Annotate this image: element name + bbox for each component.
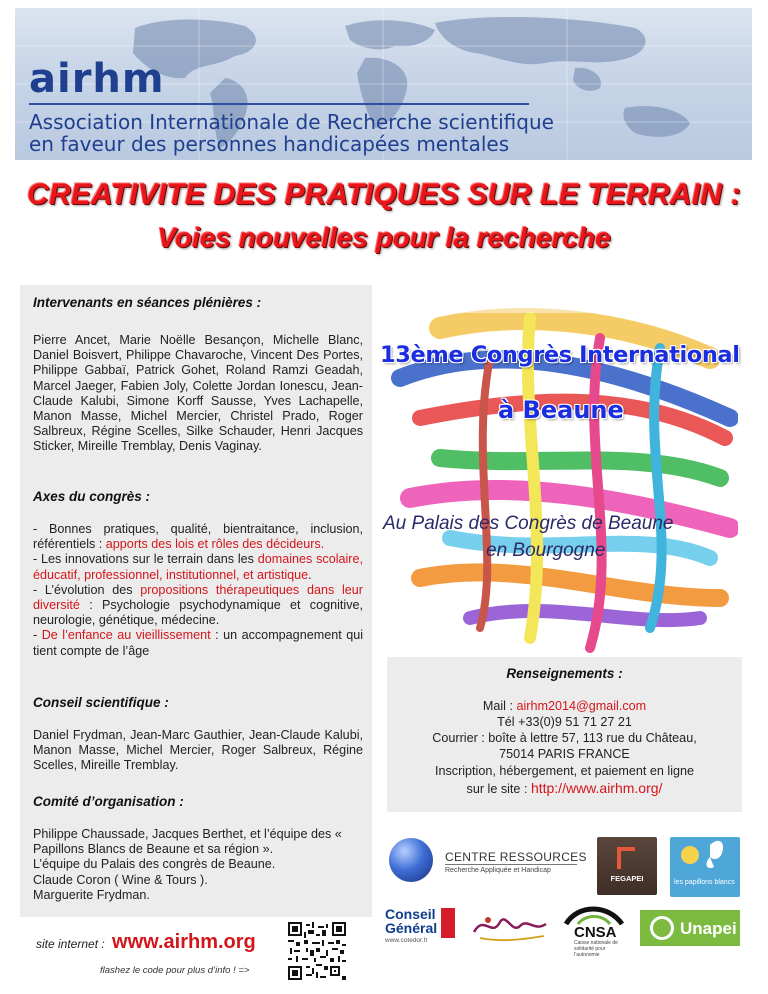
- conseil-general-word2: Général: [385, 920, 438, 936]
- venue-line1: Au Palais des Congrès de Beaune: [383, 513, 674, 534]
- cnsa-logo: [558, 904, 630, 958]
- fegapei-logo: [597, 837, 657, 895]
- centre-ressources-rule: [445, 864, 577, 865]
- cnsa-name: CNSA: [574, 924, 617, 941]
- site-line: [387, 780, 742, 796]
- axes-text: [33, 522, 363, 659]
- axes-item4-text: -: [33, 628, 42, 643]
- header-banner: [15, 8, 752, 160]
- axes-item3-text: - L’évolution des: [33, 582, 141, 597]
- tel-line: Tél +33(0)9 51 71 27 21: [497, 715, 632, 729]
- site-url-link[interactable]: www.airhm.org: [112, 931, 256, 953]
- qr-code-image[interactable]: [288, 922, 346, 980]
- site-label: site internet :: [36, 937, 109, 951]
- intervenants-heading: Intervenants en séances plénières :: [33, 295, 262, 310]
- venue-line2: en Bourgogne: [486, 540, 606, 561]
- mail-label: Mail :: [482, 699, 517, 713]
- renseignements-heading: Renseignements :: [506, 666, 623, 681]
- unapei-name: Unapei: [680, 919, 737, 938]
- axes-item3-highlight: propositions thérapeutiques dans leur diversité: [33, 582, 363, 613]
- association-name-line2: en faveur des personnes handicapées mentales: [29, 132, 510, 156]
- association-name-line1: Association Internationale de Recherche scientifique: [29, 110, 554, 134]
- airhm-logo: airhm: [29, 56, 165, 102]
- comite-text: [33, 827, 363, 903]
- vignes-handwritten-logo: [470, 908, 550, 946]
- unapei-circle-icon: [650, 916, 674, 940]
- congress-title: 13ème Congrès International: [380, 342, 740, 368]
- fegapei-name: FEGAPEI: [610, 874, 644, 883]
- main-title: CREATIVITE DES PRATIQUES SUR LE TERRAIN :: [27, 178, 741, 211]
- axes-item1-text: - Bonnes pratiques, qualité, bientraitance, inclusion, référentiels :: [33, 522, 363, 552]
- centre-ressources-name: CENTRE RESSOURCES: [445, 850, 587, 864]
- comite-line2: L’équipe du Palais des congrès de Beaune.: [33, 857, 276, 872]
- left-info-panel: [20, 285, 372, 917]
- intervenants-text: Pierre Ancet, Marie Noëlle Besançon, Michelle Blanc, Daniel Boisvert, Philippe Chavaroche, Vincent Des Portes, Philippe Gabbaï, Patrick Gohet, Roland Ramzi Geadah, Marcel Jaeger, Fabien Joly, Colette Jordan Ionescu, Jean-Claude Kalubi, Simone Korff Sausse, Yves Lachapelle, Manon Masse, Michel Mercier, Christel Prado, Roger Salbreux, Régine Scelles, Silke Schauder, Henri Jacques Sticker, Mireille Tremblay, Denis Vaginay.: [33, 333, 363, 454]
- conseil-text: Daniel Frydman, Jean-Marc Gauthier, Jean-Claude Kalubi, Manon Masse, Michel Mercier, Roger Salbreux, Régine Scelles, Mireille Tremblay.: [33, 728, 363, 773]
- conseil-general-url: www.cotedor.fr: [385, 937, 428, 944]
- papillons-blancs-name: les papillons blancs: [674, 879, 735, 886]
- fegapei-mark-icon: [617, 847, 635, 869]
- cnsa-tagline: Caisse nationale de solidarité pour l’autonomie: [574, 940, 618, 958]
- courrier-line: Courrier : boîte à lettre 57, 113 rue du Château,: [432, 731, 697, 745]
- comite-line1: Philippe Chaussade, Jacques Berthet, et l’équipe des « Papillons Blancs de Beaune et sa région ».: [33, 827, 342, 857]
- site-link-row: [36, 931, 256, 954]
- globe-icon: [389, 838, 433, 882]
- comite-line4: Marguerite Frydman.: [33, 887, 150, 902]
- conseil-heading: Conseil scientifique :: [33, 695, 169, 710]
- axes-heading: Axes du congrès :: [33, 489, 151, 504]
- site-line-label: sur le site :: [466, 782, 531, 796]
- axes-item3-end: : Psychologie psychodynamique et cognitive, neurologie, génétique, médecine.: [33, 598, 363, 628]
- flash-code-note: flashez le code pour plus d’info ! =>: [100, 965, 250, 976]
- congress-location: à Beaune: [498, 396, 624, 424]
- butterfly-icon: [670, 837, 740, 877]
- comite-heading: Comité d’organisation :: [33, 794, 184, 809]
- axes-item4-highlight: De l’enfance au vieillissement: [41, 628, 211, 643]
- site-line-link[interactable]: http://www.airhm.org/: [530, 780, 663, 796]
- comite-line3: Claude Coron ( Wine & Tours ).: [33, 872, 208, 887]
- cnsa-arc-icon: [558, 904, 630, 926]
- axes-item1-highlight: apports des lois et rôles des décideurs.: [105, 537, 325, 552]
- inscription-line: Inscription, hébergement, et paiement en ligne: [434, 764, 695, 778]
- axes-item2-text: - Les innovations sur le terrain dans les: [33, 552, 258, 567]
- axes-item4-end: : un accompagnement qui tient compte de l’âge: [33, 628, 363, 658]
- renseignements-panel: [387, 657, 742, 812]
- papillons-blancs-logo: [670, 837, 740, 897]
- mail-line: [387, 699, 742, 713]
- unapei-logo: [640, 910, 740, 946]
- city-line: 75014 PARIS FRANCE: [499, 747, 630, 761]
- axes-item2-end: .: [308, 567, 312, 582]
- mail-link[interactable]: airhm2014@gmail.com: [516, 699, 647, 713]
- conseil-general-logo: [383, 906, 458, 948]
- axes-item2-highlight: domaines scolaire, éducatif, professionnel, institutionnel, et artistique: [33, 552, 363, 582]
- centre-ressources-logo: [389, 836, 589, 886]
- main-subtitle: Voies nouvelles pour la recherche: [157, 222, 611, 253]
- centre-ressources-tagline: Recherche Appliquée et Handicap: [445, 867, 551, 874]
- banner-rule: [29, 103, 529, 105]
- conseil-general-word1: Conseil: [385, 906, 436, 922]
- cote-dor-flag-icon: [441, 908, 455, 938]
